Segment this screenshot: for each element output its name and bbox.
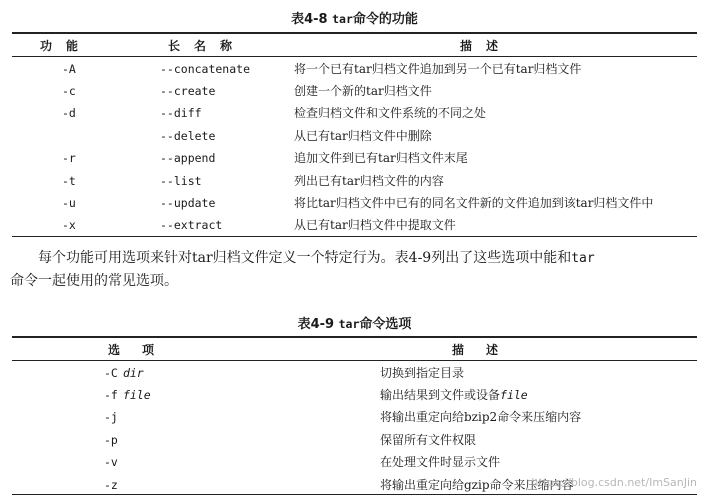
- description-cell-text: 将比tar归档文件中已有的同名文件新的文件追加到该tar归档文件中: [294, 196, 654, 211]
- description-text: 切换到指定目录: [380, 365, 465, 380]
- option-cell: [62, 190, 160, 212]
- long-name-cell: [160, 168, 294, 190]
- option-cell: [104, 405, 380, 427]
- option-cell: [104, 382, 380, 404]
- description-text: 在处理文件时显示文件: [380, 455, 501, 470]
- long-name-cell: [160, 146, 294, 168]
- option-cell-text: -t: [62, 173, 76, 188]
- description-cell: [294, 168, 694, 190]
- long-name-cell-text: --update: [160, 196, 216, 211]
- table-4-8-caption: [0, 8, 709, 27]
- row-indent: [0, 146, 62, 168]
- long-name-cell: [160, 213, 294, 235]
- table-4-8: [0, 56, 694, 235]
- row-indent: [0, 382, 104, 404]
- long-name-cell: [160, 101, 294, 123]
- long-name-cell-text: --create: [160, 84, 216, 99]
- option-flag: -z: [104, 477, 118, 492]
- table-4-8-top-rule: [12, 32, 697, 34]
- table-4-9: [0, 360, 680, 494]
- description-cell: [294, 190, 694, 212]
- option-cell-text: -x: [62, 218, 76, 233]
- option-cell-text: -d: [62, 106, 76, 121]
- option-cell: [104, 472, 380, 494]
- long-name-cell: [160, 56, 294, 78]
- long-name-cell-text: --delete: [160, 128, 216, 143]
- option-flag: -j: [104, 410, 118, 425]
- row-indent: [0, 56, 62, 78]
- option-cell-text: -c: [62, 84, 76, 99]
- row-indent: [0, 472, 104, 494]
- table-row: [0, 56, 694, 78]
- table-4-9-caption: [0, 313, 709, 332]
- table-4-8-body: [0, 56, 694, 235]
- long-name-cell-text: --append: [160, 151, 216, 166]
- option-cell: [62, 56, 160, 78]
- description-cell: [294, 213, 694, 235]
- description-cell: [380, 405, 680, 427]
- table-row: [0, 146, 694, 168]
- row-indent: [0, 213, 62, 235]
- description-cell: [380, 382, 680, 404]
- table-row: [0, 360, 680, 382]
- caption-suffix: 命令选项: [359, 317, 412, 332]
- watermark: https://blog.csdn.net/ImSanJin: [531, 476, 697, 489]
- table-4-9-top-rule: [12, 336, 697, 338]
- option-cell: [62, 213, 160, 235]
- option-cell: [104, 427, 380, 449]
- option-cell: [62, 78, 160, 100]
- long-name-cell: [160, 78, 294, 100]
- table-row: [0, 382, 680, 404]
- option-flag: -f: [104, 388, 118, 403]
- option-cell-text: -A: [62, 61, 76, 76]
- option-flag: -v: [104, 455, 118, 470]
- option-argument: file: [122, 388, 151, 403]
- paragraph-text-1: 每个功能可用选项来针对tar归档文件定义一个特定行为。表4-9列出了这些选项中能和: [38, 250, 572, 266]
- row-indent: [0, 168, 62, 190]
- option-cell: [62, 101, 160, 123]
- description-cell: [380, 450, 680, 472]
- long-name-cell-text: --diff: [160, 106, 202, 121]
- row-indent: [0, 78, 62, 100]
- paragraph-text-2: 命令一起使用的常见选项。: [10, 273, 178, 289]
- header-description: 描述: [452, 343, 521, 357]
- row-indent: [0, 101, 62, 123]
- description-cell: [294, 123, 694, 145]
- table-row: [0, 78, 694, 100]
- description-cell: [294, 146, 694, 168]
- description-cell-text: 从已有tar归档文件中提取文件: [294, 218, 456, 233]
- long-name-cell-text: --extract: [160, 218, 223, 233]
- description-cell-text: 从已有tar归档文件中删除: [294, 128, 432, 143]
- description-cell: [294, 101, 694, 123]
- option-cell: [62, 123, 160, 145]
- description-cell-text: 将一个已有tar归档文件追加到另一个已有tar归档文件: [294, 61, 582, 76]
- table-row: [0, 405, 680, 427]
- body-paragraph: [10, 247, 700, 293]
- long-name-cell: [160, 190, 294, 212]
- caption-command: tar: [332, 12, 353, 26]
- table-row: [0, 123, 694, 145]
- long-name-cell: [160, 123, 294, 145]
- description-cell: [380, 427, 680, 449]
- description-text: 将输出重定向给bzip2命令来压缩内容: [380, 410, 582, 425]
- description-cell-text: 列出已有tar归档文件的内容: [294, 173, 444, 188]
- caption-prefix: 表4-9: [297, 317, 335, 332]
- description-text: 保留所有文件权限: [380, 432, 477, 447]
- description-cell-text: 创建一个新的tar归档文件: [294, 84, 432, 99]
- option-cell-text: -u: [62, 196, 76, 211]
- description-text: 输出结果到文件或设备: [380, 388, 501, 403]
- table-4-9-bottom-rule: [12, 494, 697, 495]
- header-option: 选项: [108, 343, 177, 357]
- description-text: 将输出重定向给gzip命令来压缩内容: [380, 477, 574, 492]
- description-argument: file: [500, 388, 528, 403]
- row-indent: [0, 405, 104, 427]
- caption-prefix: 表4-8: [291, 12, 328, 27]
- table-row: [0, 190, 694, 212]
- option-flag: -C: [104, 365, 118, 380]
- description-cell: [294, 56, 694, 78]
- table-4-8-bottom-rule: [12, 236, 697, 237]
- description-cell: [294, 78, 694, 100]
- option-argument: dir: [122, 365, 144, 380]
- table-row: [0, 213, 694, 235]
- option-cell: [104, 450, 380, 472]
- description-cell-text: 检查归档文件和文件系统的不同之处: [294, 106, 487, 121]
- table-row: [0, 168, 694, 190]
- header-long-name: 长名称: [168, 39, 247, 53]
- option-cell: [62, 146, 160, 168]
- table-row: [0, 101, 694, 123]
- description-cell-text: 追加文件到已有tar归档文件末尾: [294, 151, 468, 166]
- description-cell: [380, 360, 680, 382]
- caption-suffix: 命令的功能: [352, 12, 418, 27]
- table-4-9-body: [0, 360, 680, 494]
- header-description: 描述: [460, 39, 513, 53]
- table-row: [0, 427, 680, 449]
- option-cell-text: -r: [62, 151, 76, 166]
- long-name-cell-text: --list: [160, 173, 202, 188]
- caption-command: tar: [338, 317, 360, 331]
- row-indent: [0, 360, 104, 382]
- table-row: [0, 450, 680, 472]
- option-flag: -p: [104, 432, 118, 447]
- header-function: 功能: [40, 39, 93, 53]
- row-indent: [0, 450, 104, 472]
- option-cell: [62, 168, 160, 190]
- row-indent: [0, 190, 62, 212]
- long-name-cell-text: --concatenate: [160, 61, 251, 76]
- row-indent: [0, 427, 104, 449]
- row-indent: [0, 123, 62, 145]
- option-cell: [104, 360, 380, 382]
- paragraph-command: tar: [571, 251, 595, 266]
